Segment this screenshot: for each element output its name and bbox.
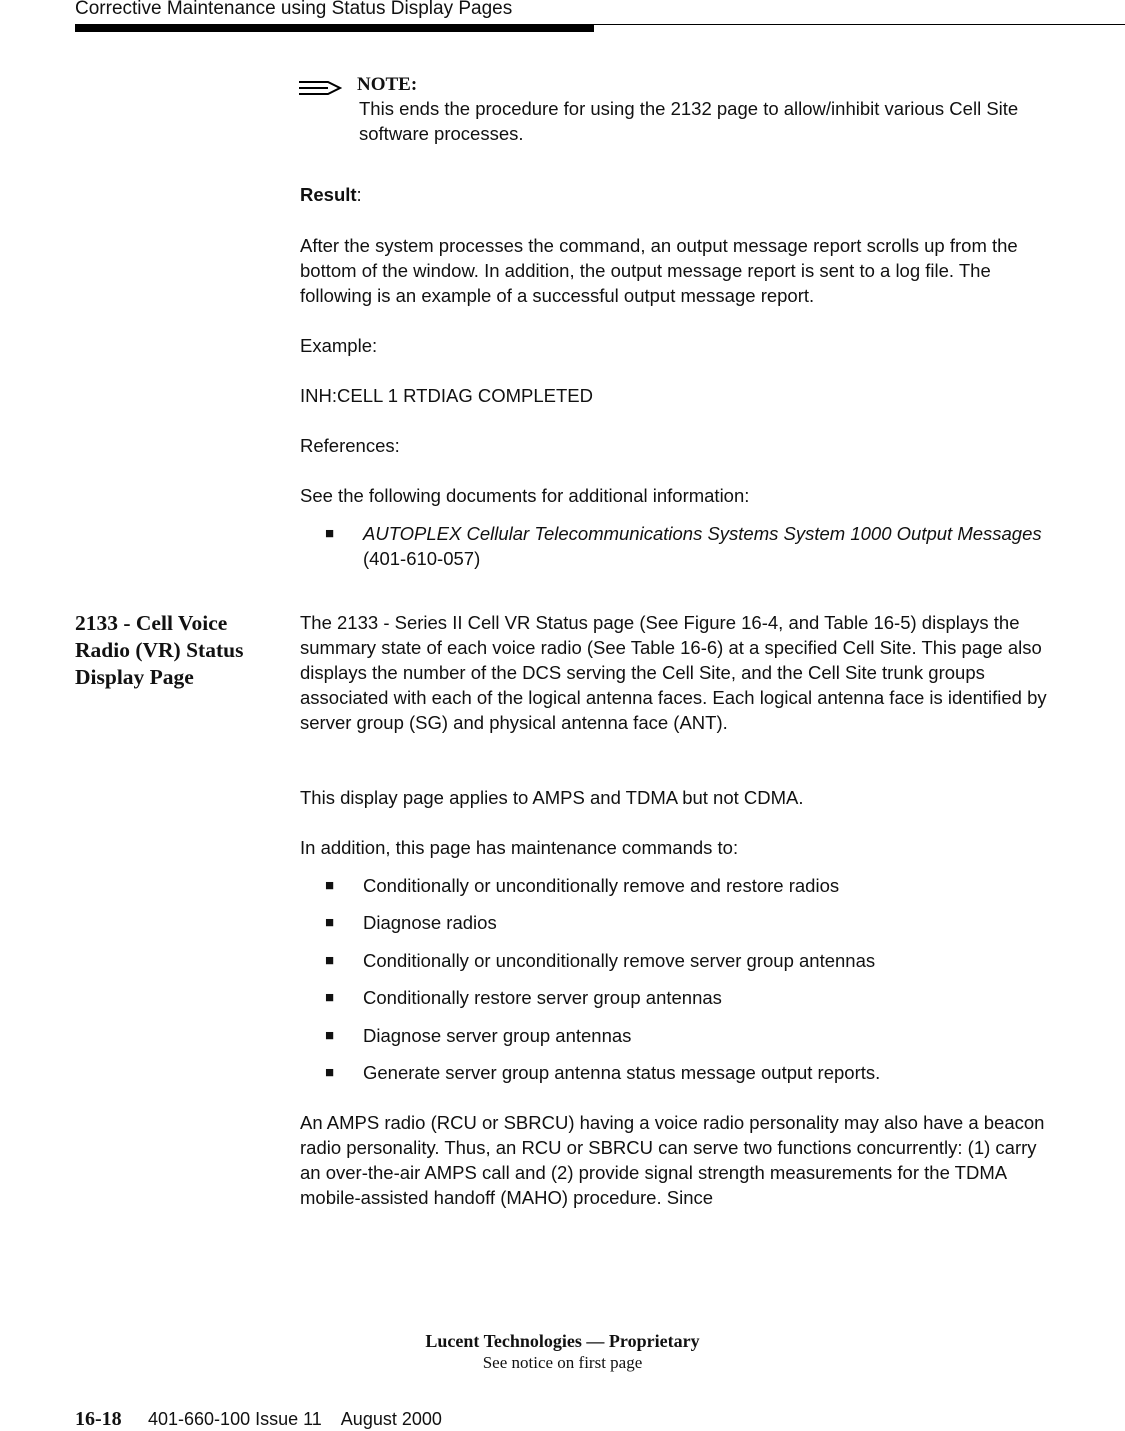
section-para-3: In addition, this page has maintenance commands to:	[300, 837, 739, 858]
page-number: 16-18	[75, 1408, 122, 1430]
result-heading	[300, 182, 1050, 207]
command-text: Conditionally or unconditionally remove and restore radios	[363, 875, 840, 896]
bullet-icon: ■	[325, 952, 335, 969]
note-arrow-icon	[298, 80, 342, 96]
footer-notice: See notice on first page	[482, 1353, 643, 1372]
bullet-icon: ■	[325, 989, 335, 1006]
reference-number: (401-610-057)	[363, 548, 481, 569]
section-para-1: The 2133 - Series II Cell VR Status page (See Figure 16-4, and Table 16-5) displays the summary state of each voice radio (See Table 16-6) at a specified Cell Site. This page also displays the number of the DCS serving the Cell Site, and the Cell Site trunk groups associated with each of the logical antenna faces. Each logical antenna face is identified by server group (SG) and physical antenna face (ANT).	[300, 612, 1047, 733]
note-label: NOTE:	[357, 74, 418, 95]
references-intro: See the following documents for additional information:	[300, 485, 750, 506]
reference-text	[363, 521, 1043, 571]
bullet-icon: ■	[325, 1064, 335, 1081]
command-text: Diagnose radios	[363, 912, 497, 933]
example-output: INH:CELL 1 RTDIAG COMPLETED	[300, 385, 593, 406]
result-colon: :	[356, 184, 362, 205]
note-text: This ends the procedure for using the 2132 page to allow/inhibit various Cell Site software processes.	[359, 98, 1019, 144]
header-rule-bar	[75, 24, 594, 32]
footer-company: Lucent Technologies — Proprietary	[425, 1331, 700, 1351]
command-text: Diagnose server group antennas	[363, 1025, 632, 1046]
bullet-icon: ■	[325, 877, 335, 894]
running-header: Corrective Maintenance using Status Display Pages	[75, 0, 513, 19]
section-heading: 2133 - Cell Voice Radio (VR) Status Display Page	[75, 611, 244, 689]
bullet-icon: ■	[325, 1027, 335, 1044]
command-text: Conditionally restore server group antennas	[363, 987, 722, 1008]
bullet-icon: ■	[325, 914, 335, 931]
section-para-4: An AMPS radio (RCU or SBRCU) having a voice radio personality may also have a beacon radio personality. Thus, an RCU or SBRCU can serve two functions concurrently: (1) carry an over-the-air AMPS call and (2) provide signal strength measurements for the TDMA mobile-assisted handoff (MAHO) procedure. Since	[300, 1112, 1045, 1208]
command-text: Generate server group antenna status message output reports.	[363, 1062, 881, 1083]
document-info: 401-660-100 Issue 11 August 2000	[148, 1409, 442, 1429]
result-label: Result	[300, 184, 357, 205]
example-label: Example:	[300, 335, 378, 356]
references-label: References:	[300, 435, 400, 456]
command-text: Conditionally or unconditionally remove server group antennas	[363, 950, 876, 971]
bullet-icon: ■	[325, 525, 335, 542]
result-body: After the system processes the command, an output message report scrolls up from the bottom of the window. In addition, the output message report is sent to a log file. The following is an example of a successful output message report.	[300, 235, 1018, 306]
section-para-2: This display page applies to AMPS and TDMA but not CDMA.	[300, 787, 804, 808]
reference-title: AUTOPLEX Cellular Telecommunications Systems System 1000 Output Messages	[363, 523, 1042, 544]
